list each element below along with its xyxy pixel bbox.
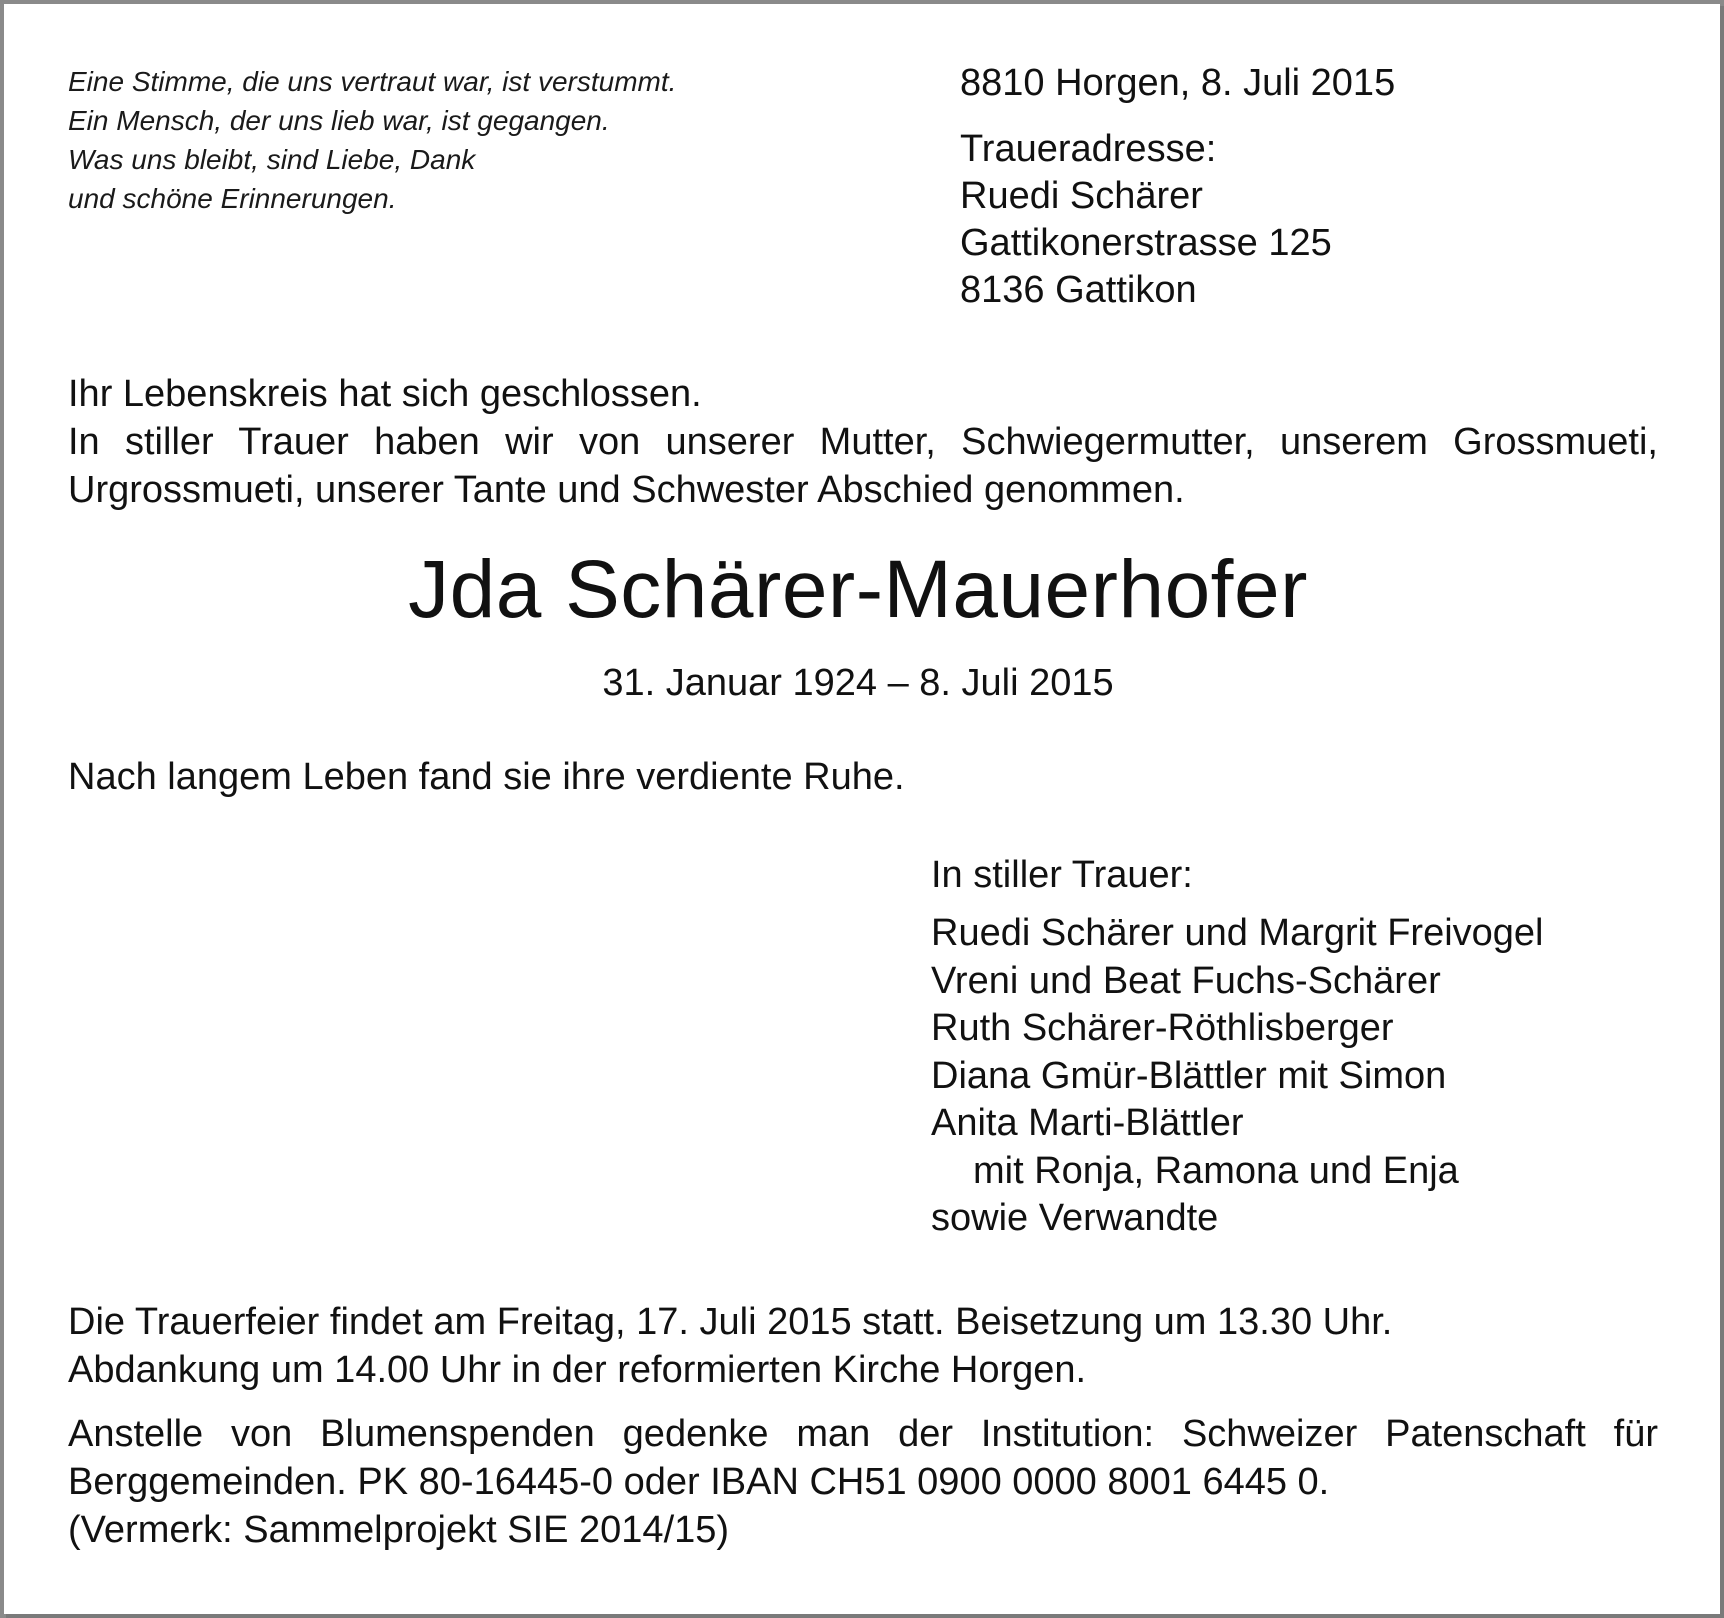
mourner-name: Vreni und Beat Fuchs-Schärer — [931, 959, 1441, 1002]
ceremony-line: Abdankung um 14.00 Uhr in der reformierten Kirche Horgen. — [68, 1349, 1087, 1391]
address-city: 8136 Gattikon — [960, 269, 1197, 311]
poem-line: und schöne Erinnerungen. — [68, 183, 397, 214]
mourning-address — [960, 126, 1332, 314]
frame-shadow-right — [1720, 6, 1724, 1618]
mourners-list — [931, 910, 1544, 1243]
ceremony-line: Die Trauerfeier findet am Freitag, 17. Juli 2015 statt. Beisetzung um 13.30 Uhr. — [68, 1301, 1393, 1343]
mourner-name: Anita Marti-Blättler — [931, 1102, 1244, 1144]
intro-line: Urgrossmueti, unserer Tante und Schwester Abschied genommen. — [68, 469, 1185, 511]
address-name: Ruedi Schärer — [960, 175, 1203, 217]
place-date: 8810 Horgen, 8. Juli 2015 — [960, 62, 1396, 104]
donation-info — [68, 1410, 1658, 1554]
intro-line: Ihr Lebenskreis hat sich geschlossen. — [68, 373, 702, 415]
mourner-name: Ruedi Schärer und Margrit Freivogel — [931, 912, 1544, 954]
poem-line: Eine Stimme, die uns vertraut war, ist verstummt. — [68, 66, 677, 97]
mourners-title: In stiller Trauer: — [931, 854, 1193, 896]
donation-line: Berggemeinden. PK 80-16445-0 oder IBAN CH51 0900 0000 8001 6445 0. — [68, 1461, 1330, 1503]
mourner-name: Diana Gmür-Blättler mit Simon — [931, 1054, 1447, 1097]
life-dates: 31. Januar 1924 – 8. Juli 2015 — [602, 662, 1114, 704]
ceremony-info — [68, 1298, 1392, 1394]
mourner-name: Ruth Schärer-Röthlisberger — [931, 1007, 1394, 1049]
donation-line: (Vermerk: Sammelprojekt SIE 2014/15) — [68, 1509, 730, 1551]
mourner-name: sowie Verwandte — [931, 1197, 1219, 1239]
poem-line: Ein Mensch, der uns lieb war, ist gegangen. — [68, 105, 610, 136]
deceased-name: Jda Schärer-Mauerhofer — [408, 544, 1308, 635]
address-label: Traueradresse: — [960, 128, 1217, 170]
address-street: Gattikonerstrasse 125 — [960, 222, 1332, 264]
mourner-name: mit Ronja, Ramona und Enja — [973, 1149, 1459, 1192]
frame-shadow-bottom — [6, 1614, 1724, 1618]
poem-block — [68, 62, 676, 218]
intro-line: In stiller Trauer haben wir von unserer Mutter, Schwiegermutter, unserem Grossmueti, — [68, 421, 1658, 463]
donation-line: Anstelle von Blumenspenden gedenke man der Institution: Schweizer Patenschaft für — [68, 1413, 1658, 1455]
rest-text: Nach langem Leben fand sie ihre verdiente Ruhe. — [68, 756, 905, 798]
poem-line: Was uns bleibt, sind Liebe, Dank — [68, 144, 476, 175]
intro-text — [68, 370, 1658, 514]
